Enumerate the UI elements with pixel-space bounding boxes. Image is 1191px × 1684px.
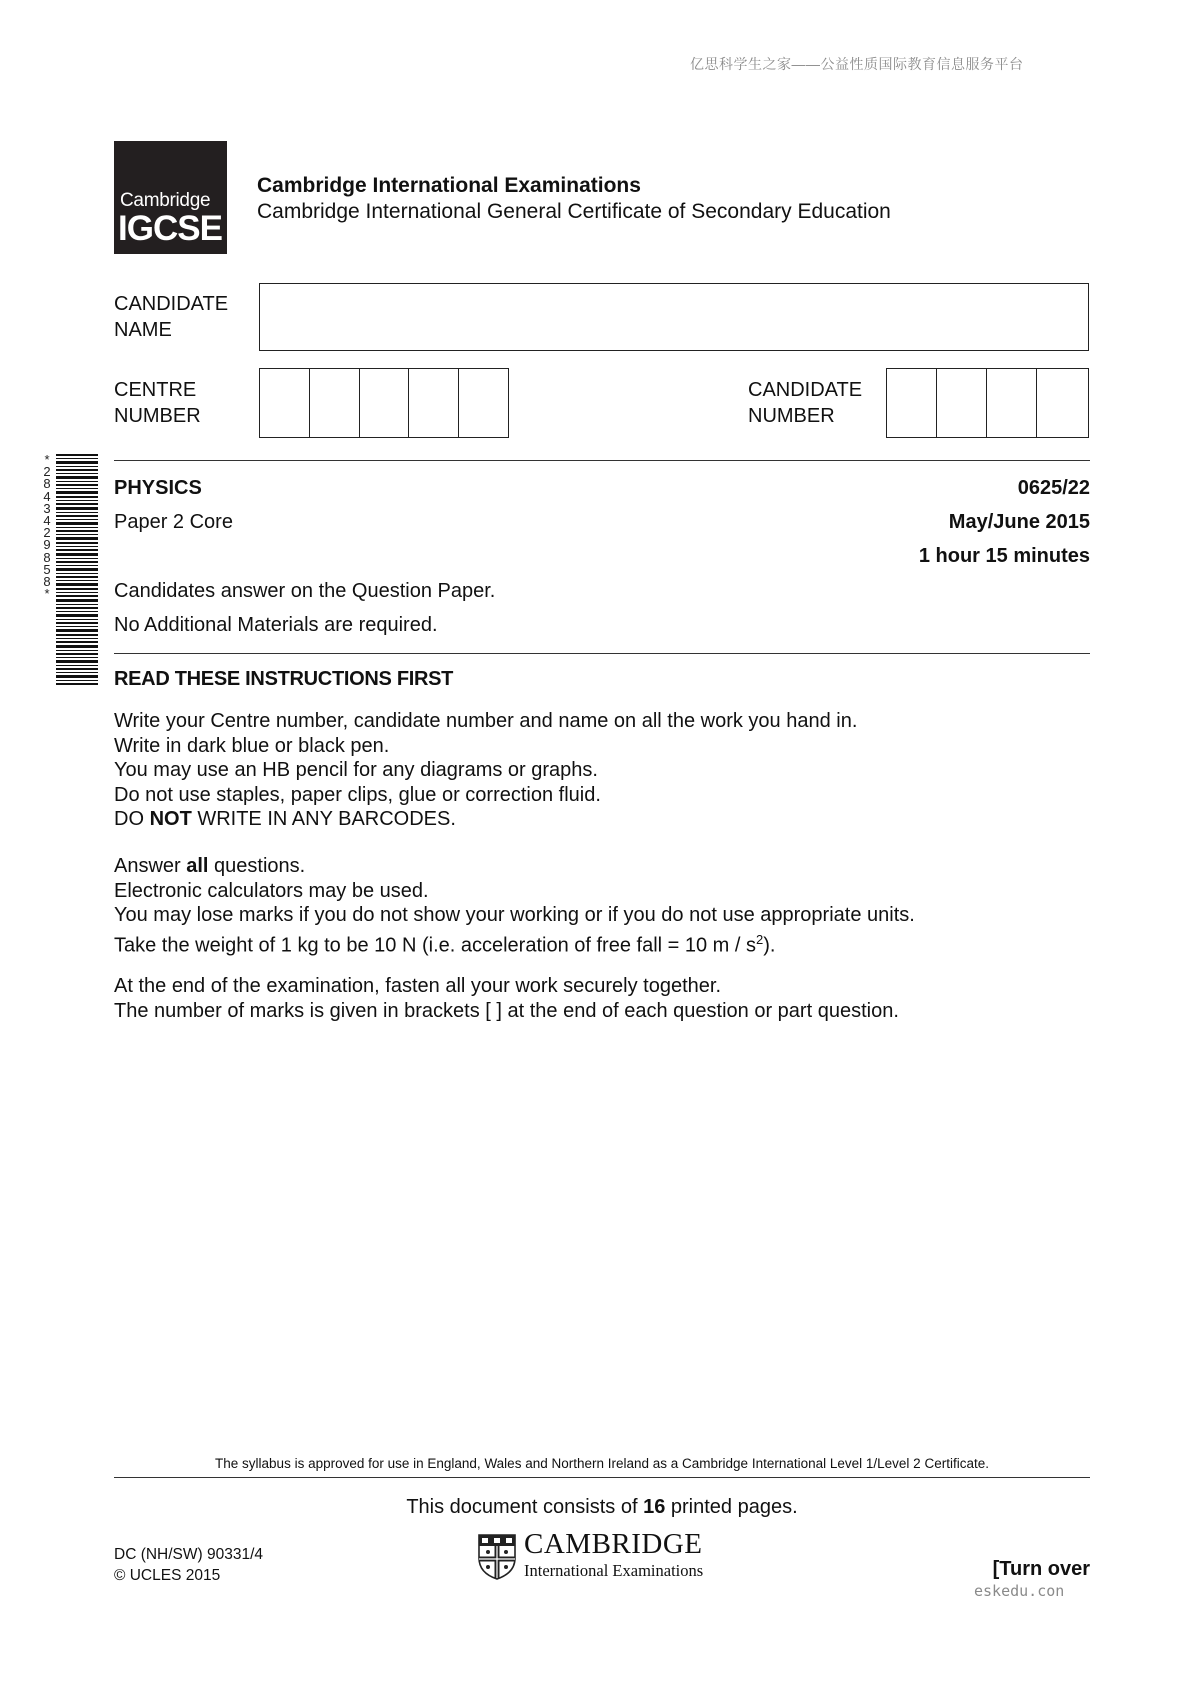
barcode-digit: 5 bbox=[43, 561, 51, 577]
candidate-number-label-line1: CANDIDATE bbox=[748, 379, 863, 401]
logo-line1: Cambridge bbox=[120, 190, 211, 211]
cambridge-brand-sub: International Examinations bbox=[524, 1561, 704, 1580]
centre-number-cell[interactable] bbox=[360, 369, 410, 437]
candidate-number-cell[interactable] bbox=[1037, 369, 1086, 437]
barcode-digit: * bbox=[44, 452, 50, 467]
page-count-note: This document consists of 16 printed pages. bbox=[406, 1496, 798, 1518]
candidate-name-label-line2: NAME bbox=[114, 319, 172, 341]
instructions-block-2 bbox=[114, 854, 915, 958]
qualification: Cambridge International General Certificate of Secondary Education bbox=[257, 200, 891, 223]
divider-footer bbox=[114, 1477, 1090, 1478]
divider-top bbox=[114, 460, 1090, 461]
syllabus-note: The syllabus is approved for use in England, Wales and Northern Ireland as a Cambridge International Level 1/Level 2 Certificate. bbox=[215, 1456, 989, 1471]
exam-duration: 1 hour 15 minutes bbox=[918, 545, 1090, 567]
instruction-line: You may use an HB pencil for any diagrams or graphs. bbox=[114, 759, 598, 781]
cambridge-brand: CAMBRIDGE bbox=[524, 1528, 703, 1560]
exam-session: May/June 2015 bbox=[948, 511, 1090, 533]
copyright: © UCLES 2015 bbox=[114, 1567, 221, 1584]
candidate-name-field[interactable] bbox=[259, 283, 1089, 351]
centre-number-cell[interactable] bbox=[310, 369, 360, 437]
cambridge-igcse-logo bbox=[114, 141, 227, 254]
subject: PHYSICS bbox=[114, 477, 202, 499]
instruction-line: Write in dark blue or black pen. bbox=[114, 734, 390, 757]
barcode-digit: 2 bbox=[43, 464, 51, 480]
barcode-digit: 2 bbox=[43, 525, 51, 541]
candidate-number-label-line2: NUMBER bbox=[748, 405, 835, 427]
instruction-line: You may lose marks if you do not show your working or if you do not use appropriate units. bbox=[114, 904, 915, 926]
paper-code: 0625/22 bbox=[1017, 477, 1090, 499]
watermark-bottom: eskedu.con bbox=[974, 1582, 1065, 1600]
exam-board: Cambridge International Examinations bbox=[257, 174, 641, 197]
barcode-digit: 9 bbox=[43, 537, 51, 553]
barcode-digit: 4 bbox=[43, 488, 51, 504]
instructions-block-1 bbox=[114, 709, 857, 832]
centre-number-cell[interactable] bbox=[260, 369, 310, 437]
logo-line2: IGCSE bbox=[118, 209, 222, 248]
paper-name: Paper 2 Core bbox=[114, 511, 233, 533]
barcode-digit: 3 bbox=[43, 500, 51, 516]
barcode-digit: * bbox=[44, 586, 50, 602]
instructions-heading: READ THESE INSTRUCTIONS FIRST bbox=[114, 668, 454, 690]
instructions-block-3 bbox=[114, 974, 899, 1023]
watermark-top: 亿思科学生之家——公益性质国际教育信息服务平台 bbox=[690, 56, 1024, 72]
candidate-number-cell[interactable] bbox=[987, 369, 1037, 437]
barcode-digit: 8 bbox=[43, 549, 51, 565]
cambridge-crest-icon bbox=[478, 1534, 516, 1580]
candidate-name-label-line1: CANDIDATE bbox=[114, 293, 229, 315]
centre-number-cell[interactable] bbox=[409, 369, 459, 437]
barcode-icon bbox=[50, 454, 98, 686]
centre-number-label-line1: CENTRE bbox=[114, 379, 197, 401]
centre-number-label bbox=[114, 377, 201, 429]
centre-number-boxes[interactable] bbox=[259, 368, 509, 438]
turn-over-label: [Turn over bbox=[992, 1558, 1090, 1580]
instruction-line: DO NOT WRITE IN ANY BARCODES. bbox=[114, 808, 456, 830]
document-code: DC (NH/SW) 90331/4 bbox=[114, 1546, 264, 1563]
candidate-number-boxes[interactable] bbox=[886, 368, 1089, 438]
candidate-number-cell[interactable] bbox=[937, 369, 987, 437]
instruction-line: The number of marks is given in brackets [ ] at the end of each question or part question. bbox=[114, 999, 899, 1022]
candidate-number-label bbox=[748, 377, 862, 429]
document-codes bbox=[114, 1544, 263, 1586]
barcode-digit: 8 bbox=[43, 476, 51, 492]
instruction-line: Electronic calculators may be used. bbox=[114, 879, 429, 902]
materials-note: No Additional Materials are required. bbox=[114, 614, 438, 636]
instruction-line: Write your Centre number, candidate number and name on all the work you hand in. bbox=[114, 710, 858, 732]
instruction-line: At the end of the examination, fasten all your work securely together. bbox=[114, 975, 722, 997]
instruction-line: Do not use staples, paper clips, glue or correction fluid. bbox=[114, 783, 601, 806]
barcode-digit: 4 bbox=[43, 513, 51, 529]
divider-middle bbox=[114, 653, 1090, 654]
centre-number-cell[interactable] bbox=[459, 369, 508, 437]
instruction-line: Take the weight of 1 kg to be 10 N (i.e. acceleration of free fall = 10 m / $s^2$). bbox=[114, 931, 776, 957]
barcode-digit: 8 bbox=[43, 574, 51, 590]
answer-note: Candidates answer on the Question Paper. bbox=[114, 580, 496, 602]
centre-number-label-line2: NUMBER bbox=[114, 405, 201, 427]
candidate-name-label bbox=[114, 291, 228, 343]
instruction-line: Answer all questions. bbox=[114, 855, 306, 877]
candidate-number-cell[interactable] bbox=[887, 369, 937, 437]
